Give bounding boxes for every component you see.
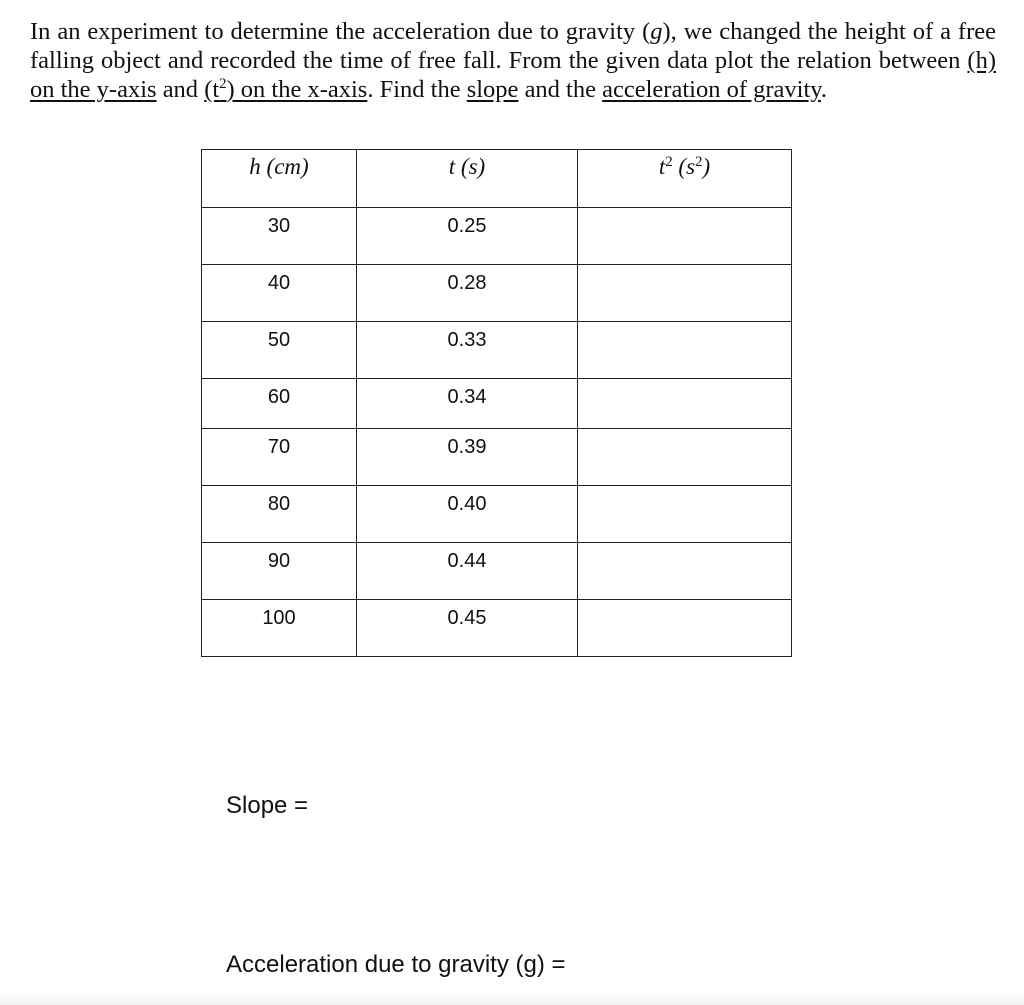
t2-axis-tail: ) on the x-axis [226,76,368,103]
time-squared-cell[interactable] [578,208,792,265]
time-squared-cell[interactable] [578,379,792,429]
h-axis-phrase: (h) on the y-axis [30,47,996,103]
time-squared-cell[interactable] [578,265,792,322]
acceleration-phrase: acceleration of gravity [602,76,821,103]
and-word: and [156,76,205,103]
time-cell: 0.45 [357,600,578,657]
gravity-symbol: g [650,18,663,45]
data-table [201,149,792,657]
t2-base: t [658,154,666,179]
table-row [202,429,792,486]
time-cell: 0.28 [357,265,578,322]
table-header-row [202,150,792,208]
height-cell: 30 [202,208,357,265]
time-cell: 0.33 [357,322,578,379]
gravity-answer-label: Acceleration due to gravity (g) = [226,951,566,978]
t2-unit-exp: 2 [695,153,703,170]
t2-exponent: 2 [219,76,227,93]
time-squared-cell[interactable] [578,543,792,600]
header-height: h (cm) [202,150,357,208]
height-cell: 70 [202,429,357,486]
height-cell: 100 [202,600,357,657]
page-bottom-edge [0,989,1024,1005]
table-row [202,486,792,543]
height-cell: 60 [202,379,357,429]
time-cell: 0.25 [357,208,578,265]
slope-label: Slope = [226,792,309,819]
table-row [202,208,792,265]
height-cell: 90 [202,543,357,600]
header-time: t (s) [357,150,578,208]
time-squared-cell[interactable] [578,429,792,486]
time-cell: 0.39 [357,429,578,486]
problem-text-1: In an experiment to determine the acceleration due to gravity ( [30,18,651,45]
height-cell: 80 [202,486,357,543]
header-time-squared [578,150,792,208]
slope-phrase: slope [466,76,519,103]
problem-text-4: and the [518,76,603,103]
t2-axis-phrase [204,76,367,103]
table-row [202,265,792,322]
table-row [202,600,792,657]
table-row [202,322,792,379]
t2-unit-close: ) [702,154,711,179]
height-cell: 50 [202,322,357,379]
t2-exp: 2 [665,153,673,170]
time-cell: 0.44 [357,543,578,600]
problem-end: . [820,76,828,103]
time-squared-cell[interactable] [578,486,792,543]
t2-open: (t [204,76,220,103]
problem-statement [30,17,996,104]
time-squared-cell[interactable] [578,600,792,657]
problem-text-3: . Find the [367,76,467,103]
table-row [202,543,792,600]
height-cell: 40 [202,265,357,322]
problem-text-2: ), we changed the height of a free falling object and recorded the time of free fall. From the given data plot the relation between [30,18,996,74]
time-squared-cell[interactable] [578,322,792,379]
t2-unit-open: (s [672,154,696,179]
time-cell: 0.40 [357,486,578,543]
table-row [202,379,792,429]
time-cell: 0.34 [357,379,578,429]
